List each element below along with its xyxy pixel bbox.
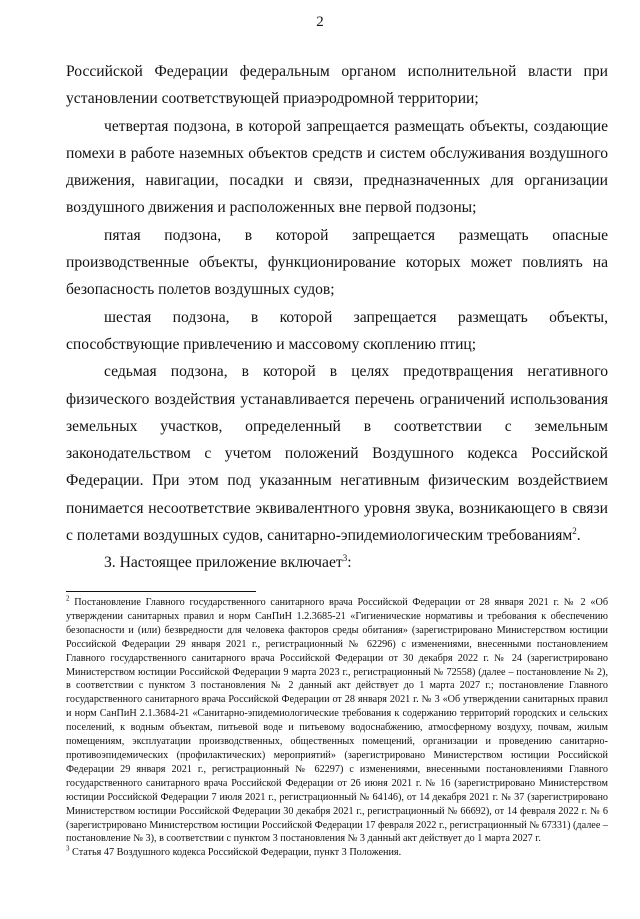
paragraph-5-text: седьмая подзона, в которой в целях предотвращения негативного физического воздействия устанавливается перечень ограничений использования земельных участков, определенный в соответствии с земельным законодательством с учетом положений Воздушного кодекса Российской Федерации. При этом под указанным негативным физическим воздействием понимается несоответствие эквивалентного уровня звука, возникающего в связи с полетами воздушных судов, санитарно-эпидемиологическим требованиям [66, 363, 608, 545]
footnote-ref-2[interactable]: 2 [572, 525, 577, 536]
paragraph-4: шестая подзона, в которой запрещается размещать объекты, способствующие привлечению и массовому скоплению птиц; [66, 308, 608, 353]
footnote-2-text: Постановление Главного государственного санитарного врача Российской Федерации от 28 января 2021 г. № 2 «Об утверждении санитарных правил и норм СанПиН 1.2.3685-21 «Гигиенические нормативы и требования к обеспечению безопасности и (или) безвредности для человека факторов среды обитания» (зарегистрировано Министерством юстиции Российской Федерации 29 января 2021 г., регистрационный № 62296) с изменениями, внесенными постановлением Главного государственного санитарного врача Российской Федерации от 30 декабря 2022 г. № 24 (зарегистрировано Министерством юстиции Российской Федерации 9 марта 2023 г., регистрационный № 72558) (далее – постановление № 2), в соответствии с пунктом 3 постановления № 2 данный акт действует до 1 марта 2027 г.; постановление Главного государственного санитарного врача Российской Федерации от 28 января 2021 г. № 3 «Об утверждении санитарных правил и норм СанПиН 2.1.3684-21 «Санитарно-эпидемиологические требования к содержанию территорий городских и сельских поселений, к водным объектам, питьевой воде и питьевому водоснабжению, атмосферному воздуху, почвам, жилым помещениям, эксплуатации производственных, общественных помещений, организации и проведению санитарно-противоэпидемических (профилактических) мероприятий» (зарегистрировано Министерством юстиции Российской Федерации 29 января 2021 г., регистрационный № 62297) с изменениями, внесенными постановлениями Главного государственного санитарного врача Российской Федерации от 26 июня 2021 г. № 16 (зарегистрировано Министерством юстиции Российской Федерации 7 июля 2021 г., регистрационный № 64146), от 14 декабря 2021 г. № 37 (зарегистрировано Министерством юстиции Российской Федерации 30 декабря 2021 г., регистрационный № 66692), от 14 февраля 2022 г. № 6 (зарегистрировано Министерством юстиции Российской Федерации 17 февраля 2022 г., регистрационный № 67331) (далее – постановление № 3), в соответствии с пунктом 3 постановления № 3 данный акт действует до 1 марта 2027 г. [66, 597, 609, 845]
footnote-3-text: Статья 47 Воздушного кодекса Российской Федерации, пункт 3 Положения. [72, 847, 402, 859]
paragraph-3: пятая подзона, в которой запрещается размещать опасные производственные объекты, функционирование которых может повлиять на безопасность полетов воздушных судов; [66, 226, 608, 299]
footnote-ref-3[interactable]: 3 [342, 553, 348, 564]
paragraph-2: четвертая подзона, в которой запрещается размещать объекты, создающие помехи в работе наземных объектов средств и систем обслуживания воздушного движения, навигации, посадки и связи, предназначенных для организации воздушного движения и расположенных вне первой подзоны; [66, 117, 608, 217]
footnote-divider [66, 591, 256, 592]
paragraph-6-end: : [347, 554, 352, 572]
paragraph-5 [66, 358, 608, 549]
main-text [66, 58, 608, 577]
footnote-2 [66, 596, 608, 846]
paragraph-6 [66, 549, 608, 576]
paragraph-1: Российской Федерации федеральным органом исполнительной власти при установлении соответствующей приаэродромной территории; [66, 63, 608, 108]
footnote-mark-3: 3 [66, 844, 70, 853]
page-number: 2 [316, 14, 324, 30]
footnotes [66, 596, 608, 860]
footnote-3 [66, 846, 608, 860]
paragraph-5-end: . [576, 527, 581, 545]
paragraph-6-text: 3. Настоящее приложение включает [104, 554, 343, 572]
footnote-mark-2: 2 [66, 594, 70, 603]
